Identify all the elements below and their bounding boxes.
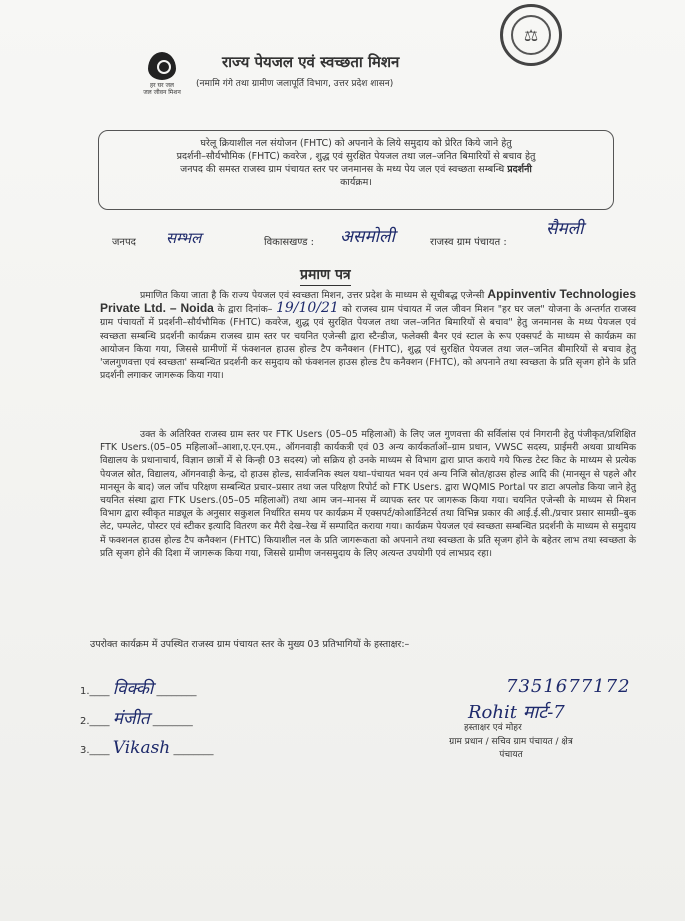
p1-date-label: के द्वारा दिनांक– — [217, 304, 273, 316]
event-date: 19/10/21 — [275, 300, 339, 317]
participant-2-signature: मंजीत — [112, 709, 150, 729]
program-line-1: घरेलू क्रियाशील नल संयोजन (FHTC) को अपनाने के लिये समुदाय को प्रेरित किये जाने हेतु — [200, 138, 512, 149]
p1-village-label: को राजस्व ग्राम पंचायत — [342, 304, 423, 316]
program-line-3 — [109, 163, 603, 176]
pradhan-caption: ग्राम प्रधान / सचिव ग्राम पंचायत / क्षेत्र पंचायत — [449, 737, 573, 760]
program-title-box — [98, 130, 614, 210]
organization-title: राज्य पेयजल एवं स्वच्छता मिशन — [222, 53, 400, 71]
pradhan-phone-number: 7351677172 — [506, 676, 631, 697]
participant-3-signature: Vikash — [112, 738, 171, 758]
district-label: जनपद — [112, 237, 136, 248]
participant-1-signature: विक्की — [112, 679, 154, 699]
village-label: राजस्व ग्राम पंचायत : — [430, 237, 507, 248]
program-line-4: कार्यक्रम। — [340, 177, 372, 188]
district-value: सम्भल — [166, 229, 202, 247]
p1-body: में जल जीवन मिशन "हर घर जल" योजना के अन्तर्गत राजस्व ग्राम पंचायतों में प्रदर्शनी–सौर्यभौमिक (FHTC) कवरेज, शुद्ध एवं सुरक्षित पेयजल तथा जल–जनित बिमारियों से बचाव" हेतु जनमानस के मध्य पेयजल एवं स्वच्छता सम्बन्धि प्रदर्शनी कार्यक्रम राजस्व ग्राम स्तर पर चयनित एजेन्सी द्वारा स्टैन्डीज, फलेक्सी बैनर एवं स्टाल के रूप एक्सपर्ट के माध्यम से कार्यक्रम का आयोजन किया गया, जिससे ग्रामीणों में फंक्शनल हाउस होल्ड टैप कनैक्शन (FHTC), शुद्ध एवं सुरक्षित पेयजल तथा जल–जनित बीमारियों से बचाव हेतु 'जलगुणवत्ता एवं स्वच्छता' सम्बन्धित प्रदर्शनी कर समुदाय को फंक्शनल हाउस होल्ड टैप कनैक्शन (FHTC), को अपनाने तथा स्वच्छता के प्रति सृजग होने के प्रति प्रदर्शनी लगाकर जागरूक किया गया। — [100, 304, 637, 382]
certificate-title: प्रमाण पत्र — [300, 265, 351, 286]
program-line-3-bold: प्रदर्शनी — [507, 164, 532, 175]
agency-name: Appinventiv Technologies Private Ltd. – Noida — [100, 287, 636, 316]
pradhan-seal-label: हस्ताक्षर एवं मोहर — [464, 723, 522, 733]
program-line-3-text: जनपद की समस्त राजस्व ग्राम पंचायत स्तर पर जनमानस के मध्य पेय जल एवं स्वच्छता सम्बन्धि — [180, 164, 505, 175]
jal-jeevan-mission-logo — [136, 52, 188, 96]
certificate-paragraph-2: उक्त के अतिरिक्त राजस्व ग्राम स्तर पर FTK Users (05–05 महिलाओं) के लिए जल गुणवत्ता की सर्विलांस एवं निगरानी हेतु पंजीकृत/प्रशिक्षित FTK Users.(05–05 महिलाओं–आशा,ए.एन.एम., ऑगनवाड़ी कार्यकत्री एवं 03 अन्य कार्यकर्ताओं–ग्राम प्रधान, VWSC सदस्य, प्राईमरी अथवा प्राथमिक विद्यालय के प्रधानाचार्य, विज्ञान छात्रों में से किन्ही 03 सदस्य) जो सक्रिय हो उनके माध्यम से विभाग द्वारा प्राप्त कराये गये फिल्ड टेस्ट किट के माध्यम से प्रत्येक पेयजल स्रोत, विद्यालय, ऑगनवाड़ी केन्द्र, दो हाउस होल्ड, सार्वजनिक स्थल यथा–पंचायत भवन एवं अन्य निजि स्रोत/हाउस होल्ड आदि की (मानसून से पहले और मानसून के बाद) जल जॉच परिक्षण सम्बन्धित प्रचार–प्रसार तथा जल परिक्षण रिपोर्ट को FTK Users. द्वारा WQMIS Portal पर डाटा अपलोड किया जाने हेतु चयनित संस्था द्वारा FTK Users.(05–05 महिलाओं) तथा आम जन–मानस में व्यापक स्तर पर जागरूक किया गया। चयनित एजेन्सी के माध्यम से मिशन विभाग द्वारा स्वीकृत माड्यूल के अनुसार सकुशल निर्धारित समय पर कार्यक्रम में एक्सपर्ट/कोआर्डिनेटर्स तथा विभिन्न प्रकार की आई.ई.सी./प्रचार प्रसार सामग्री–बुक लेट, पम्पलेट, पोस्टर एवं स्टीकर इत्यादि वितरण कर मैरी देख–रेख में सम्पादित कराया गया। कार्यक्रम पेयजल एवं स्वच्छता सम्बन्धित प्रदर्शनी के माध्यम से समुदाय में फक्शनल हाउस होल्ड टैप कनैक्शन (FHTC) कियाशील नल के प्रति जागरूकता को अपनाने तथा स्वच्छता के प्रति सृजग होने के बहेतर लाभ तथा स्वच्छता के प्रति सृजग होने की दिशा में जागरूक किया गया, जिससे ग्रामीण जनसमुदाय के लिए अत्यन्त उपयोगी एवं लाभप्रद रहा। — [100, 429, 636, 559]
certificate-paragraph-1 — [100, 288, 636, 382]
pradhan-signature: Rohit मार्ट-7 — [468, 702, 565, 723]
participant-signature-3: 3.____ Vikash ________ — [80, 738, 214, 758]
sig-number-1: 1 — [80, 686, 87, 697]
participant-signature-1: 1.____ विक्की ________ — [80, 679, 197, 699]
participant-signature-2: 2.____ मंजीत ________ — [80, 709, 193, 729]
village-value: सैमली — [546, 219, 584, 239]
seal-emblem-icon: ⚖ — [511, 15, 551, 55]
block-label: विकासखण्ड : — [264, 237, 315, 248]
sig-number-2: 2 — [80, 716, 87, 727]
sig-number-3: 3 — [80, 745, 87, 756]
participants-intro: उपरोक्त कार्यक्रम में उपस्थित राजस्व ग्राम पंचायत स्तर के मुख्य 03 प्रतिभागियों के हस्ताक्षर:– — [90, 639, 410, 650]
water-drop-icon — [148, 52, 176, 80]
p1-intro: प्रमाणित किया जाता है कि राज्य पेयजल एवं स्वच्छता मिशन, उत्तर प्रदेश के माध्यम से सूचीबद्ध एजेन्सी — [140, 290, 485, 301]
program-line-2: प्रदर्शनी–सौर्यभौमिक (FHTC) कवरेज , शुद्ध एवं सुरक्षित पेयजल तथा जल–जनित बिमारियों से बचाव हेतु — [176, 151, 536, 162]
location-row — [112, 219, 632, 252]
organization-subtitle: (नमामि गंगे तथा ग्रामीण जलापूर्ति विभाग, उत्तर प्रदेश शासन) — [196, 79, 394, 89]
block-value: असमोली — [340, 227, 395, 247]
logo-caption: हर घर जल जल जीवन मिशन — [143, 82, 181, 96]
up-government-seal — [500, 4, 562, 66]
